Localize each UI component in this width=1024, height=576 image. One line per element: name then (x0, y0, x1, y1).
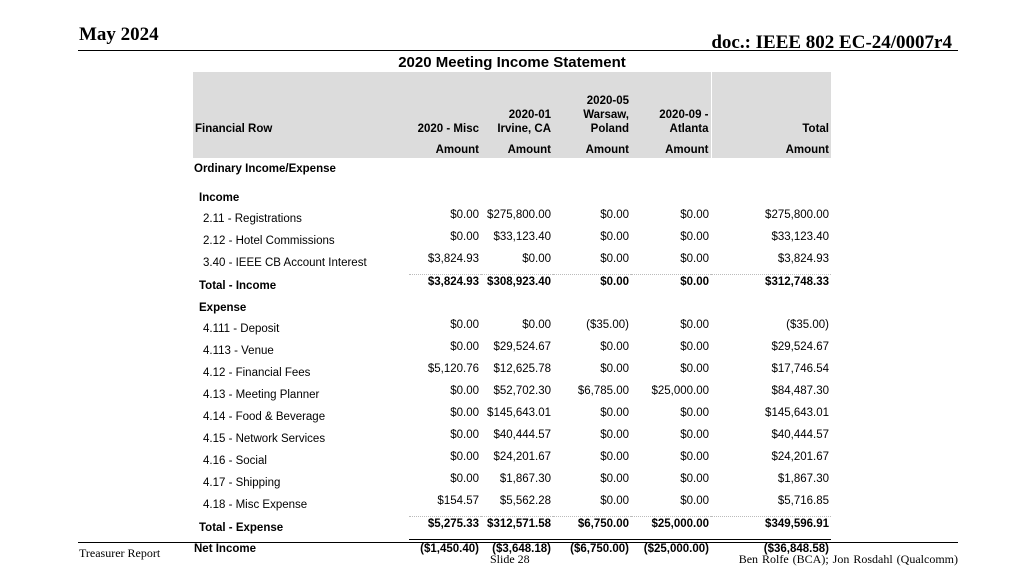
amount-cell: $6,750.00 (553, 517, 631, 540)
row-label: Income (199, 191, 240, 204)
row-label: Total - Income (199, 279, 277, 292)
amount-cell: $0.00 (600, 451, 629, 463)
amount-cell: $0.00 (600, 209, 629, 221)
row-label: Total - Expense (199, 522, 284, 534)
header-doc-id: doc.: IEEE 802 EC-24/0007r4 (711, 32, 952, 53)
amount-cell: $0.00 (631, 275, 711, 298)
empty-cell (553, 297, 631, 318)
column-header (409, 72, 481, 141)
amount-cell: $312,571.58 (481, 517, 553, 540)
row-label: 4.16 - Social (203, 455, 267, 467)
amount-cell: $84,487.30 (771, 385, 829, 397)
table-row (193, 428, 831, 450)
empty-cell (711, 158, 831, 179)
amount-cell: $0.00 (680, 407, 709, 419)
header-date: May 2024 (79, 24, 159, 45)
amount-cell: $0.00 (450, 231, 479, 243)
amount-cell: $0.00 (600, 341, 629, 353)
column-subheader: Amount (481, 141, 553, 158)
empty-cell (481, 297, 553, 318)
row-label: 2.12 - Hotel Commissions (203, 235, 335, 247)
amount-cell: ($25,000.00) (631, 540, 711, 559)
column-header-label: 2020-01 (508, 109, 551, 121)
empty-cell (409, 187, 481, 208)
column-header-label: 2020 - Misc (417, 123, 479, 135)
row-label: Net Income (194, 542, 256, 555)
column-header-label: Warsaw, (583, 109, 629, 121)
amount-cell: $0.00 (680, 341, 709, 353)
amount-cell: $3,824.93 (409, 275, 481, 298)
empty-cell (711, 187, 831, 208)
table-row (193, 362, 831, 384)
column-header-label: 2020-05 (586, 95, 629, 107)
table-row (193, 406, 831, 428)
amount-cell: $6,785.00 (577, 385, 629, 397)
column-subheader (193, 141, 409, 158)
spacer-cell (193, 179, 831, 187)
column-header (631, 72, 711, 141)
column-header-label: Total (802, 123, 829, 135)
amount-cell: $29,524.67 (493, 341, 551, 353)
empty-cell (481, 158, 553, 179)
table-row (193, 252, 831, 275)
amount-cell: $17,746.54 (771, 363, 829, 375)
amount-cell: ($35.00) (586, 319, 629, 331)
empty-cell (631, 187, 711, 208)
row-label: Ordinary Income/Expense (194, 162, 336, 175)
amount-cell: $5,120.76 (427, 363, 479, 375)
row-label: 4.113 - Venue (203, 345, 274, 357)
row-label: 4.15 - Network Services (203, 433, 326, 445)
empty-cell (631, 158, 711, 179)
amount-cell: $40,444.57 (771, 429, 829, 441)
footer-left: Treasurer Report (79, 546, 161, 560)
column-header-label: 2020-09 - (659, 109, 709, 121)
section-row (193, 158, 831, 179)
table-row (193, 494, 831, 517)
amount-cell: $0.00 (680, 253, 709, 265)
amount-cell: $308,923.40 (481, 275, 553, 298)
table-row (193, 450, 831, 472)
amount-cell: $1,867.30 (499, 473, 551, 485)
table-row (193, 472, 831, 494)
row-label: 2.11 - Registrations (203, 213, 302, 225)
amount-cell: $0.00 (522, 319, 551, 331)
amount-cell: $0.00 (600, 253, 629, 265)
amount-cell: $0.00 (600, 495, 629, 507)
income-statement-table-container (193, 72, 831, 558)
amount-cell: $33,123.40 (493, 231, 551, 243)
amount-cell: $52,702.30 (493, 385, 551, 397)
footer-divider (78, 542, 958, 543)
column-subheader: Amount (711, 141, 831, 158)
amount-cell: $0.00 (680, 231, 709, 243)
column-header (711, 72, 831, 141)
amount-cell: $3,824.93 (777, 253, 829, 265)
amount-cell: $0.00 (600, 363, 629, 375)
amount-cell: $5,275.33 (409, 517, 481, 540)
amount-cell: $25,000.00 (631, 517, 711, 540)
amount-cell: $0.00 (450, 429, 479, 441)
amount-cell: $0.00 (600, 231, 629, 243)
amount-cell: $275,800.00 (765, 209, 829, 221)
amount-cell: $0.00 (553, 275, 631, 298)
income-statement-table (193, 72, 831, 558)
page-title: 2020 Meeting Income Statement (398, 54, 626, 71)
row-label: 4.111 - Deposit (203, 323, 280, 335)
table-row (193, 318, 831, 340)
amount-cell: $0.00 (600, 429, 629, 441)
empty-cell (481, 187, 553, 208)
column-header (481, 72, 553, 141)
amount-cell: $1,867.30 (777, 473, 829, 485)
amount-cell: $145,643.01 (765, 407, 829, 419)
row-label: 4.18 - Misc Expense (203, 499, 308, 512)
table-row (193, 230, 831, 252)
group-row (193, 297, 831, 318)
row-label: 4.14 - Food & Beverage (203, 411, 326, 423)
amount-cell: $29,524.67 (771, 341, 829, 353)
amount-cell: ($1,450.40) (409, 540, 481, 559)
row-label: 4.12 - Financial Fees (203, 367, 311, 379)
amount-cell: $0.00 (450, 385, 479, 397)
column-header-label: Irvine, CA (497, 123, 551, 135)
column-subheader: Amount (409, 141, 481, 158)
row-label: 3.40 - IEEE CB Account Interest (203, 257, 367, 270)
empty-cell (631, 297, 711, 318)
column-header-row (193, 72, 831, 141)
amount-cell: $0.00 (600, 473, 629, 485)
column-subheader: Amount (631, 141, 711, 158)
amount-cell: $12,625.78 (493, 363, 551, 375)
amount-cell: $24,201.67 (771, 451, 829, 463)
empty-cell (553, 158, 631, 179)
total-row (193, 275, 831, 298)
table-body (193, 158, 831, 558)
amount-cell: $0.00 (680, 495, 709, 507)
amount-cell: $0.00 (450, 319, 479, 331)
amount-cell: $0.00 (680, 363, 709, 375)
amount-cell: $0.00 (600, 407, 629, 419)
amount-cell: $312,748.33 (711, 275, 831, 298)
amount-cell: ($36,848.58) (711, 540, 831, 559)
amount-cell: $3,824.93 (427, 253, 479, 265)
column-header-label: Atlanta (669, 123, 709, 135)
amount-cell: ($3,648.18) (481, 540, 553, 559)
total-row (193, 517, 831, 540)
empty-cell (409, 158, 481, 179)
amount-cell: $275,800.00 (487, 209, 551, 221)
amount-cell: $0.00 (680, 429, 709, 441)
amount-cell: $349,596.91 (711, 517, 831, 540)
amount-cell: $5,562.28 (499, 495, 551, 507)
amount-cell: $0.00 (680, 451, 709, 463)
amount-cell: $40,444.57 (493, 429, 551, 441)
slide-number: Slide 28 (490, 552, 530, 566)
header-divider (78, 50, 958, 51)
amount-cell: $0.00 (680, 209, 709, 221)
amount-cell: $0.00 (680, 319, 709, 331)
column-header-label: Poland (590, 123, 629, 135)
footer-authors: Ben Rolfe (BCA); Jon Rosdahl (Qualcomm) (738, 552, 958, 566)
amount-cell: $0.00 (450, 473, 479, 485)
group-row (193, 187, 831, 208)
amount-cell: $33,123.40 (771, 231, 829, 243)
amount-cell: $25,000.00 (651, 385, 709, 397)
column-header-label: Financial Row (195, 123, 273, 135)
row-label: 4.17 - Shipping (203, 477, 281, 489)
amount-cell: $0.00 (450, 341, 479, 353)
spacer-row (193, 179, 831, 187)
table-row (193, 340, 831, 362)
row-label: Expense (199, 301, 247, 314)
empty-cell (409, 297, 481, 318)
table-row (193, 384, 831, 406)
amount-cell: $24,201.67 (493, 451, 551, 463)
table-header (193, 72, 831, 158)
empty-cell (553, 187, 631, 208)
amount-cell: $0.00 (680, 473, 709, 485)
amount-cell: $0.00 (450, 209, 479, 221)
amount-cell: ($6,750.00) (553, 540, 631, 559)
amount-cell: ($35.00) (786, 319, 829, 331)
column-subheader: Amount (553, 141, 631, 158)
column-subheader-row (193, 141, 831, 158)
column-header-financial-row (193, 72, 409, 141)
column-header (553, 72, 631, 141)
amount-cell: $0.00 (522, 253, 551, 265)
amount-cell: $154.57 (437, 495, 479, 507)
empty-cell (711, 297, 831, 318)
table-row (193, 208, 831, 230)
amount-cell: $0.00 (450, 407, 479, 419)
amount-cell: $145,643.01 (487, 407, 551, 419)
amount-cell: $0.00 (450, 451, 479, 463)
amount-cell: $5,716.85 (777, 495, 829, 507)
row-label: 4.13 - Meeting Planner (203, 389, 320, 401)
